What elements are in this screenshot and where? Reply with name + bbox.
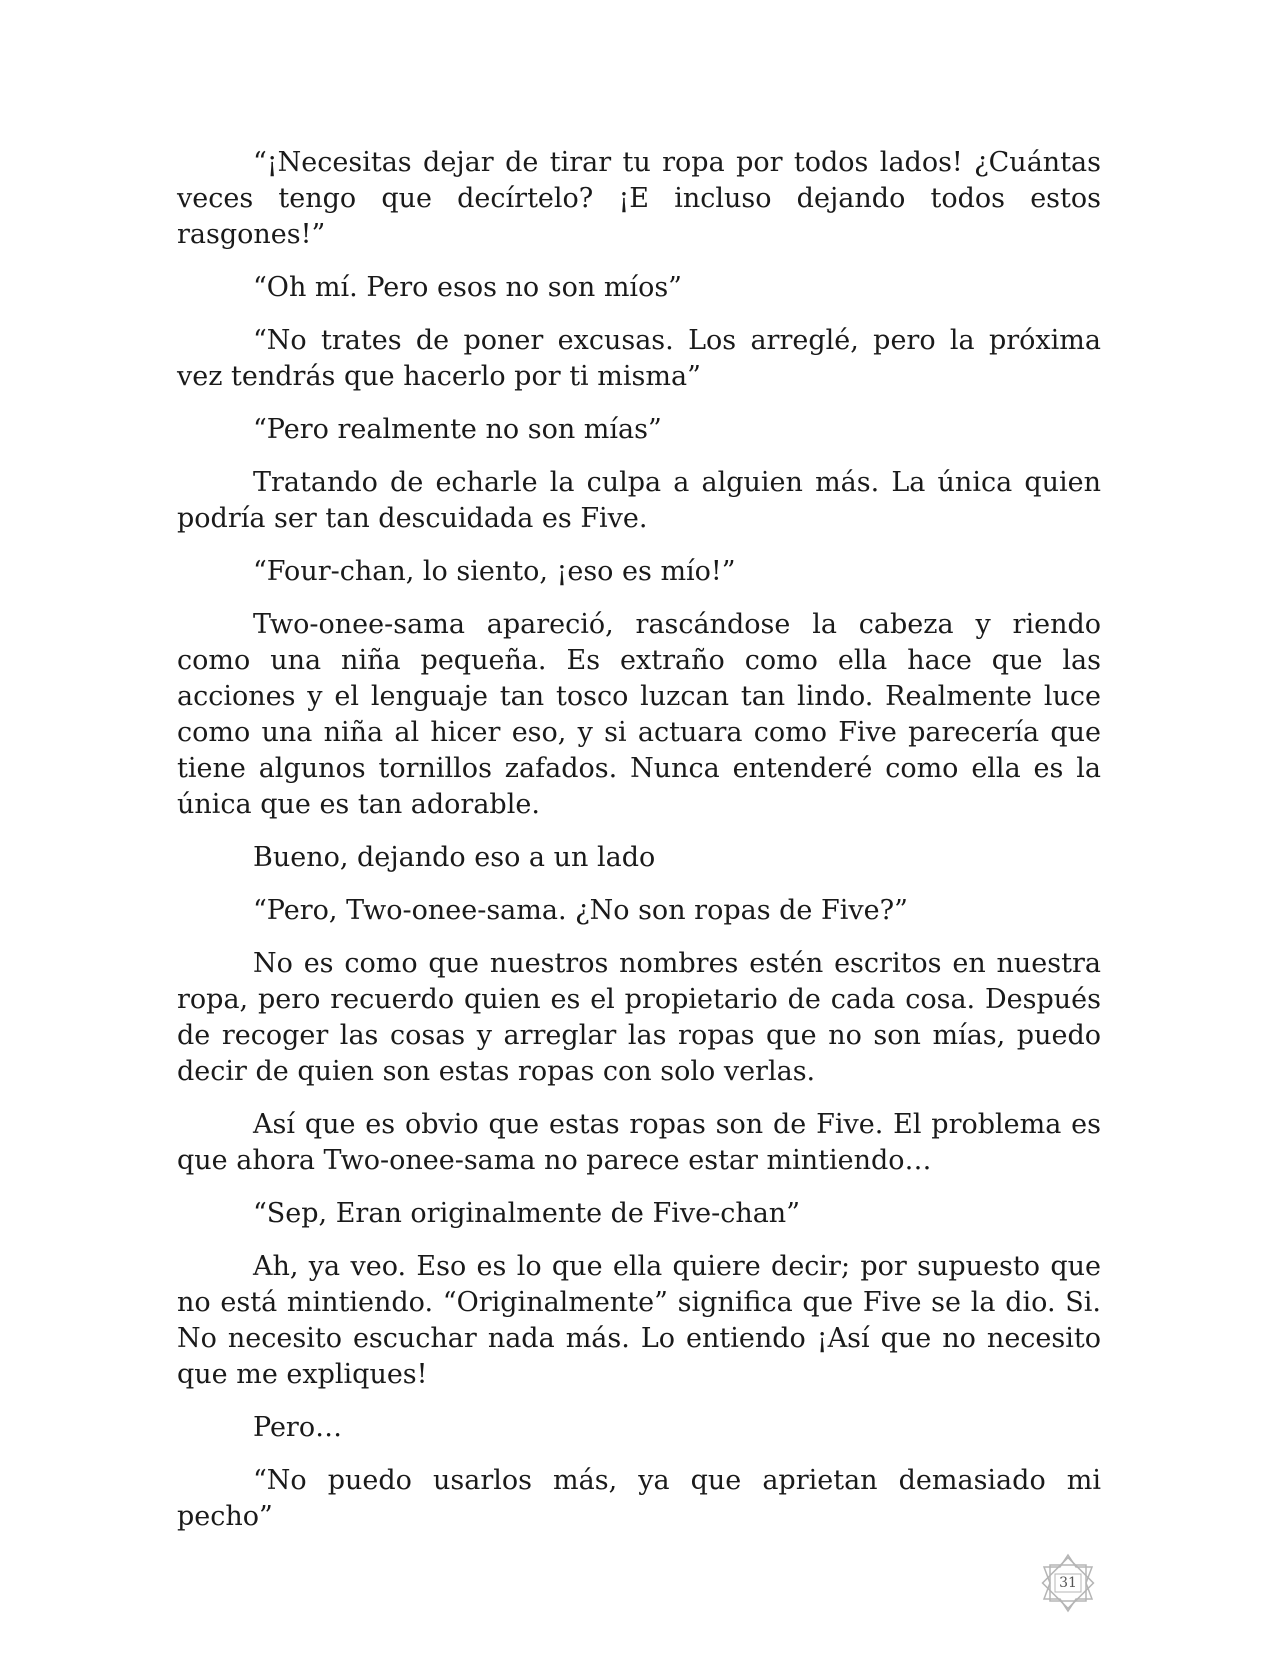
paragraph-14: Pero…	[253, 1412, 343, 1443]
paragraph-7: Two-onee-sama apareció, rascándose la cabeza y riendo como una niña pequeña. Es extraño como ella hace que las acciones y el lenguaje tan tosco luzcan tan lindo. Realmente luce como una niña al hicer eso, y si actuara como Five parecería que tiene algunos tornillos zafados. Nunca entenderé como ella es la única que es tan adorable.	[177, 609, 1101, 820]
page-number: 31	[1059, 1575, 1077, 1591]
paragraph-15: “No puedo usarlos más, ya que aprietan demasiado mi pecho”	[177, 1465, 1101, 1532]
paragraph-11: Así que es obvio que estas ropas son de Five. El problema es que ahora Two-onee-sama no parece estar mintiendo…	[177, 1109, 1101, 1176]
paragraph-12: “Sep, Eran originalmente de Five-chan”	[253, 1198, 801, 1229]
paragraph-4: “Pero realmente no son mías”	[253, 414, 662, 445]
paragraph-10: No es como que nuestros nombres estén escritos en nuestra ropa, pero recuerdo quien es el propietario de cada cosa. Después de recoger las cosas y arreglar las ropas que no son mías, puedo decir de quien son estas ropas con solo verlas.	[177, 948, 1101, 1087]
paragraph-13: Ah, ya veo. Eso es lo que ella quiere decir; por supuesto que no está mintiendo. “Originalmente” significa que Five se la dio. Si. No necesito escuchar nada más. Lo entiendo ¡Así que no necesito que me expliques!	[177, 1251, 1101, 1390]
paragraph-3: “No trates de poner excusas. Los arreglé, pero la próxima vez tendrás que hacerlo por ti misma”	[177, 325, 1101, 392]
paragraph-6: “Four-chan, lo siento, ¡eso es mío!”	[253, 556, 736, 587]
paragraph-5: Tratando de echarle la culpa a alguien más. La única quien podría ser tan descuidada es Five.	[177, 467, 1101, 534]
page-number-badge	[1036, 1551, 1100, 1615]
paragraph-9: “Pero, Two-onee-sama. ¿No son ropas de Five?”	[253, 895, 908, 926]
paragraph-2: “Oh mí. Pero esos no son míos”	[253, 272, 682, 303]
page-body-text	[177, 145, 1101, 1552]
paragraph-8: Bueno, dejando eso a un lado	[253, 842, 656, 873]
paragraph-1: “¡Necesitas dejar de tirar tu ropa por todos lados! ¿Cuántas veces tengo que decírtelo? ¡E incluso dejando todos estos rasgones!”	[177, 147, 1101, 250]
